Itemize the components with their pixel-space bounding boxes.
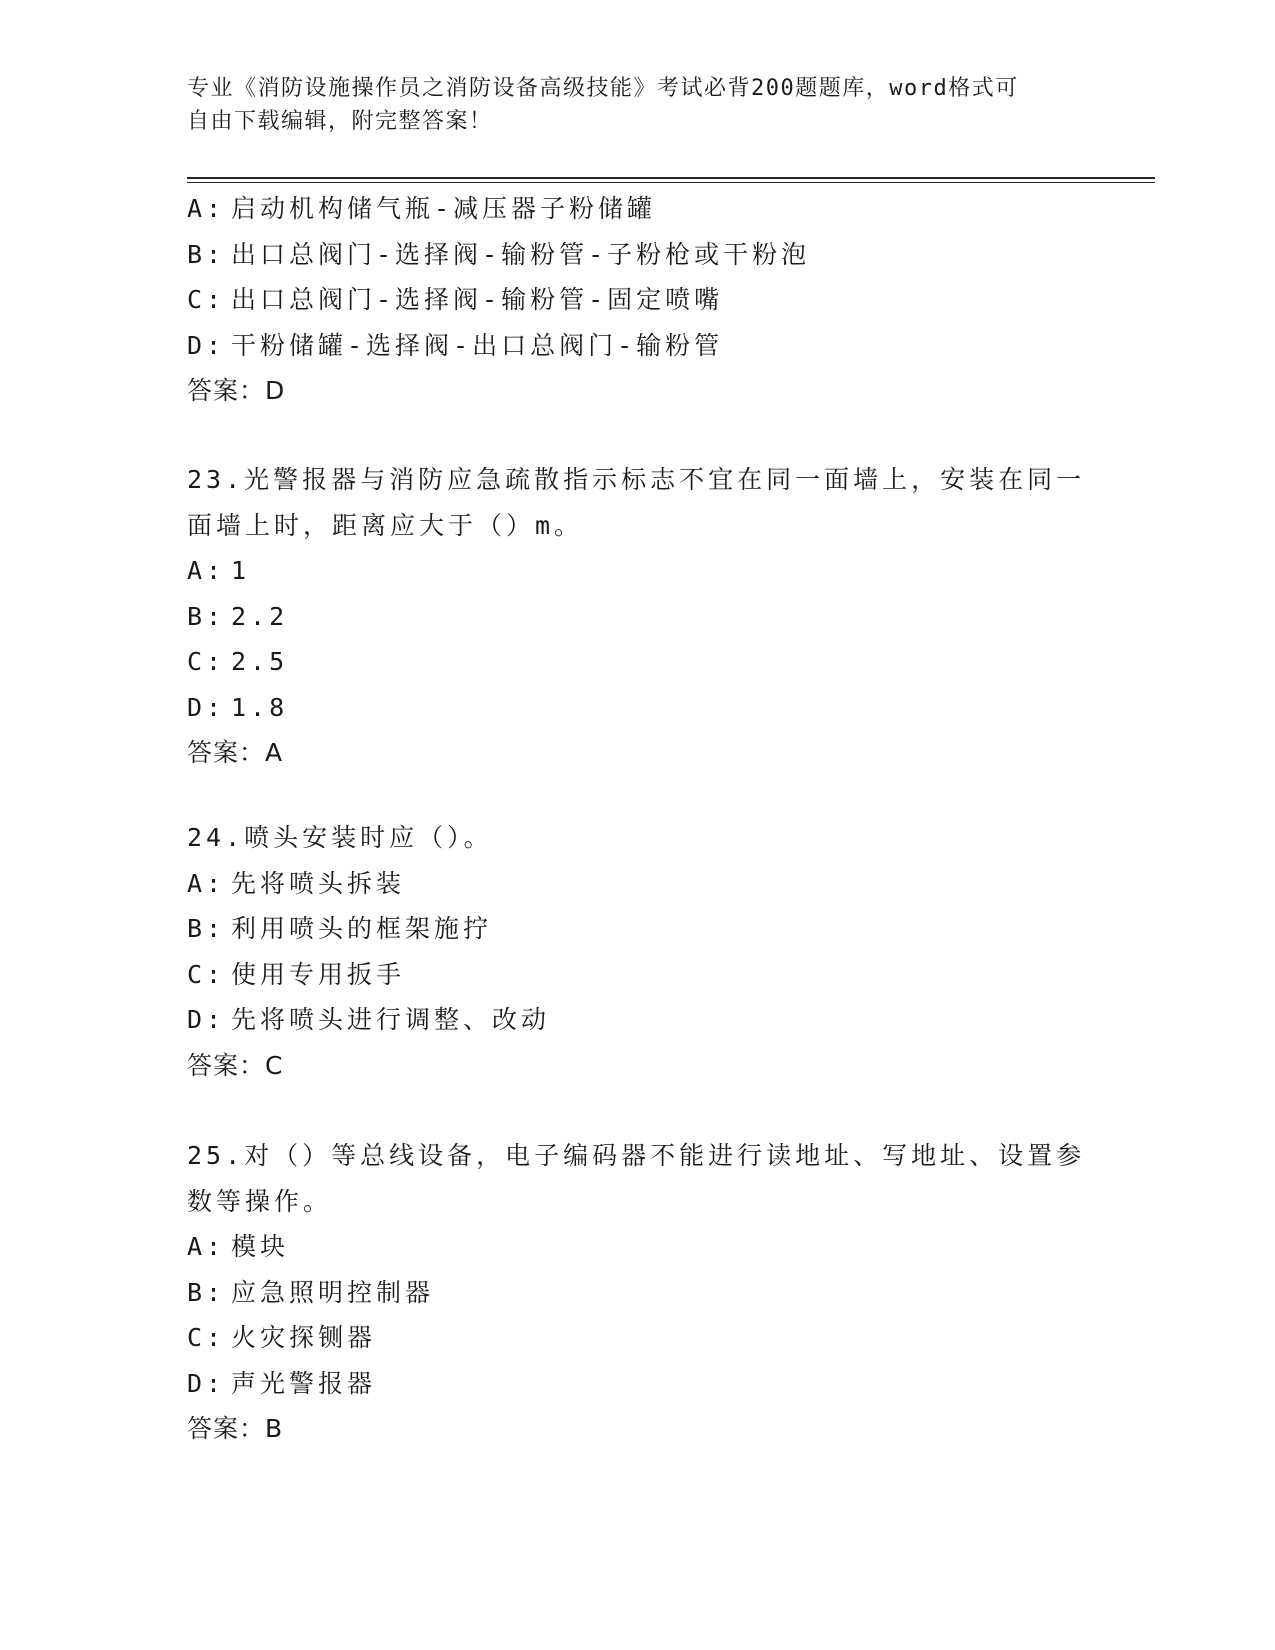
option-d: D: 干粉储罐-选择阀-出口总阀门-输粉管 xyxy=(187,330,724,360)
question-line-2: 面墙上时，距离应大于（）m。 xyxy=(187,510,584,540)
header-line-2: 自由下载编辑，附完整答案！ xyxy=(187,109,493,134)
option-a: A: 模块 xyxy=(187,1232,290,1261)
option-d: D: 1.8 xyxy=(187,692,289,722)
answer-line: 答案：B xyxy=(187,1414,284,1443)
question-24-block xyxy=(187,815,1087,1088)
question-23-block xyxy=(187,457,1087,776)
option-a: A: 1 xyxy=(187,556,251,585)
question-line-1: 25.对（）等总线设备，电子编码器不能进行读地址、写地址、设置参 xyxy=(187,1141,1086,1170)
answer-line: 答案：D xyxy=(187,376,286,405)
answer-line: 答案：C xyxy=(187,1050,284,1080)
option-a: A: 启动机构储气瓶-减压器子粉储罐 xyxy=(187,194,657,223)
document-header xyxy=(187,72,1087,138)
option-c: C: 使用专用扳手 xyxy=(187,959,406,989)
question-line-1: 23.光警报器与消防应急疏散指示标志不宜在同一面墙上，安装在同一 xyxy=(187,465,1086,494)
answer-line: 答案：A xyxy=(187,738,284,767)
option-b: B: 2.2 xyxy=(187,601,289,631)
option-b: B: 出口总阀门-选择阀-输粉管-子粉枪或干粉泡 xyxy=(187,239,811,269)
header-line-1: 专业《消防设施操作员之消防设备高级技能》考试必背200题题库，word格式可 xyxy=(187,76,1019,101)
question-line-1: 24.喷头安装时应（）。 xyxy=(187,823,493,852)
option-d: D: 声光警报器 xyxy=(187,1368,377,1398)
header-divider-thick xyxy=(187,177,1155,179)
option-a: A: 先将喷头拆装 xyxy=(187,868,406,898)
header-divider-thin xyxy=(187,182,1155,183)
option-d: D: 先将喷头进行调整、改动 xyxy=(187,1005,551,1034)
question-text xyxy=(187,815,1087,861)
question-25-block xyxy=(187,1133,1087,1452)
question-text xyxy=(187,457,1087,548)
question-22-block xyxy=(187,186,1087,414)
option-c: C: 2.5 xyxy=(187,647,289,676)
option-c: C: 火灾探铡器 xyxy=(187,1323,377,1352)
option-c: C: 出口总阀门-选择阀-输粉管-固定喷嘴 xyxy=(187,285,724,314)
question-text xyxy=(187,1133,1087,1224)
option-b: B: 利用喷头的框架施拧 xyxy=(187,914,493,943)
option-b: B: 应急照明控制器 xyxy=(187,1277,435,1307)
question-line-2: 数等操作。 xyxy=(187,1186,333,1216)
